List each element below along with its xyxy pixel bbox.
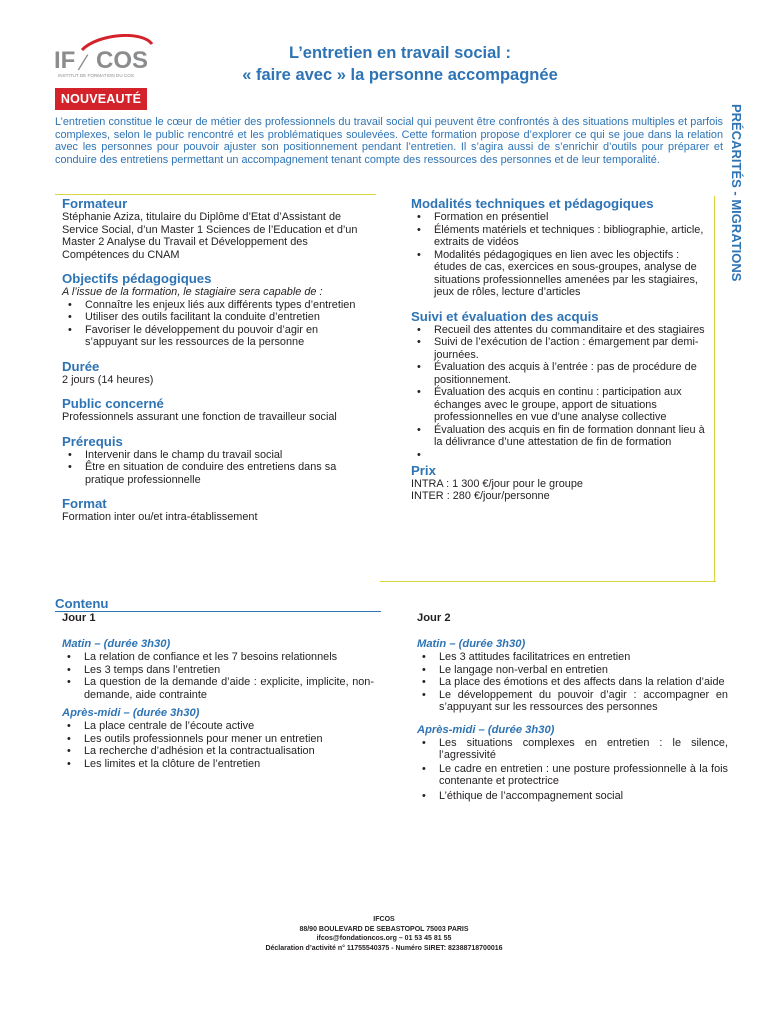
prix-heading: Prix [411,462,436,478]
list-item: • Favoriser le développement du pouvoir d’agir en s’appuyant sur les ressources de la personne [62,324,368,349]
day-1-label: Jour 1 [62,612,96,624]
public-heading: Public concerné [62,396,164,411]
contenu-heading: Contenu [55,596,381,612]
suivi-list [411,324,711,461]
modalites-heading: Modalités techniques et pédagogiques [411,196,654,211]
prix-section [411,463,711,503]
public-text: Professionnels assurant une fonction de travailleur social [62,411,337,423]
svg-text:COS: COS [96,47,149,74]
suivi-heading: Suivi et évaluation des acquis [411,308,599,324]
objectifs-list [62,299,368,349]
modalites-section [411,196,711,299]
objectifs-intro: A l’issue de la formation, le stagiaire sera capable de : [62,286,323,298]
list-item: • Suivi de l’exécution de l’action : émargement par demi-journées. [411,336,711,361]
prerequis-section [62,434,368,487]
day-1-program [62,612,374,770]
list-item: • Utiliser des outils facilitant la conduite d’entretien [62,311,368,324]
day-2-afternoon-list [417,737,728,803]
left-column [62,196,368,534]
frame-top-line [55,194,376,195]
list-item: • La place centrale de l’écoute active [62,720,374,733]
day-2-afternoon-label: Après-midi – (durée 3h30) [417,723,555,736]
list-item: • Formation en présentiel [411,211,711,224]
frame-right-line [714,196,715,581]
list-item: • Les 3 temps dans l’entretien [62,664,374,677]
list-item: • Intervenir dans le champ du travail social [62,449,368,462]
prix-inter: INTER : 280 €/jour/personne [411,490,550,502]
formateur-text: Stéphanie Aziza, titulaire du Diplôme d’Etat d’Assistant de Service Social, d’un Master 1 Sciences de l’Education et d’un Master 2 Analyse du Travail et Développement des Compétences du CNAM [62,211,358,261]
intro-paragraph: L’entretien constitue le cœur de métier des professionnels du travail social qui peuvent être confrontés à des situations multiples et parfois complexes, selon le public rencontré et les problématiques soulevées. Cette formation propose d’explorer ce qui se joue dans la relation avec les personnes pour pouvoir ajuster son positionnement pendant l’entretien. Il s’agira aussi de s’enrichir d’outils pour préparer et conduire des entretiens permettant un accompagnement tenant compte des ressources des personnes et de leur temporalité. [55,116,723,166]
list-item: • La question de la demande d’aide : explicite, implicite, non-demande, aide contrainte [62,676,374,701]
list-item: • Les limites et la clôture de l’entretien [62,758,374,771]
footer [184,915,584,953]
list-item: • Évaluation des acquis en fin de formation donnant lieu à la délivrance d’une attestation de fin de formation [411,424,711,449]
list-item: • Le développement du pouvoir d’agir : accompagner en s’appuyant sur les ressources des personnes [417,689,728,714]
list-item: • L’éthique de l’accompagnement social [417,790,728,803]
nouveaute-badge: NOUVEAUTÉ [55,88,147,110]
list-item: • Évaluation des acquis à l’entrée : pas de procédure de positionnement. [411,361,711,386]
objectifs-section [62,271,368,349]
svg-text:⁄: ⁄ [82,50,86,75]
list-item: • La relation de confiance et les 7 besoins relationnels [62,651,374,664]
list-item: • La recherche d’adhésion et la contractualisation [62,745,374,758]
day-1-morning-list [62,651,374,701]
list-item: • Connaître les enjeux liés aux différents types d’entretien [62,299,368,312]
format-heading: Format [62,496,107,511]
list-item: • Être en situation de conduire des entretiens dans sa pratique professionnelle [62,461,368,486]
format-section [62,496,368,524]
objectifs-heading: Objectifs pédagogiques [62,271,212,286]
duree-section [62,359,368,387]
format-text: Formation inter ou/et intra-établissement [62,511,258,523]
svg-text:IF: IF [54,47,76,74]
list-item: • Le langage non-verbal en entretien [417,664,728,677]
list-item: • Les outils professionnels pour mener un entretien [62,733,374,746]
side-tag-text: PRÉCARITÉS - MIGRATIONS [729,104,744,282]
list-item: • Les 3 attitudes facilitatrices en entretien [417,651,728,664]
list-item: • Les situations complexes en entretien : le silence, l’agressivité [417,737,728,762]
day-1-afternoon-list [62,720,374,770]
formateur-heading: Formateur [62,196,128,211]
title-line-2: « faire avec » la personne accompagnée [242,66,558,84]
list-item: • Modalités pédagogiques en lien avec les objectifs : études de cas, exercices en sous-groupes, analyse de situations professionnelles amenées par les stagiaires, jeux de rôles, lecture d’articles [411,249,711,299]
day-2-morning-label: Matin – (durée 3h30) [417,638,526,650]
public-section [62,396,368,424]
footer-declaration: Déclaration d’activité n° 11755540375 - Numéro SIRET: 82388718700016 [265,944,503,952]
ifcos-logo [52,34,164,82]
page-title [180,42,620,86]
list-item: • Éléments matériels et techniques : bibliographie, article, extraits de vidéos [411,224,711,249]
duree-text: 2 jours (14 heures) [62,373,154,386]
day-1-afternoon-label: Après-midi – (durée 3h30) [62,707,200,719]
prix-intra: INTRA : 1 300 €/jour pour le groupe [411,477,583,490]
day-2-label: Jour 2 [417,612,451,624]
list-item: • La place des émotions et des affects dans la relation d’aide [417,676,728,689]
list-item: • Évaluation des acquis en continu : participation aux échanges avec le groupe, apport de situations professionnelles en vue d’une analyse collective [411,386,711,424]
list-item: • Recueil des attentes du commanditaire et des stagiaires [411,324,711,337]
day-2-morning-list [417,651,728,714]
duree-heading: Durée [62,358,100,374]
footer-name: IFCOS [373,916,395,923]
svg-text:INSTITUT DE FORMATION DU COS: INSTITUT DE FORMATION DU COS [58,73,134,78]
list-item: • Le cadre en entretien : une posture professionnelle à la fois contenante et protectrice [417,763,728,788]
right-column [411,196,711,513]
footer-contact: ifcos@fondationcos.org – 01 53 45 81 55 [316,935,452,943]
suivi-section [411,309,711,461]
prerequis-list [62,449,368,487]
title-line-1: L’entretien en travail social : [289,44,511,62]
formateur-section [62,196,368,261]
day-2-program [417,612,728,802]
list-item-empty [411,449,711,461]
prerequis-heading: Prérequis [62,433,123,449]
day-1-morning-label: Matin – (durée 3h30) [62,638,171,650]
modalites-list [411,211,711,299]
side-category-tag [726,104,746,308]
frame-bottom-line [380,581,716,582]
footer-address: 88/90 BOULEVARD DE SEBASTOPOL 75003 PARIS [299,925,469,933]
